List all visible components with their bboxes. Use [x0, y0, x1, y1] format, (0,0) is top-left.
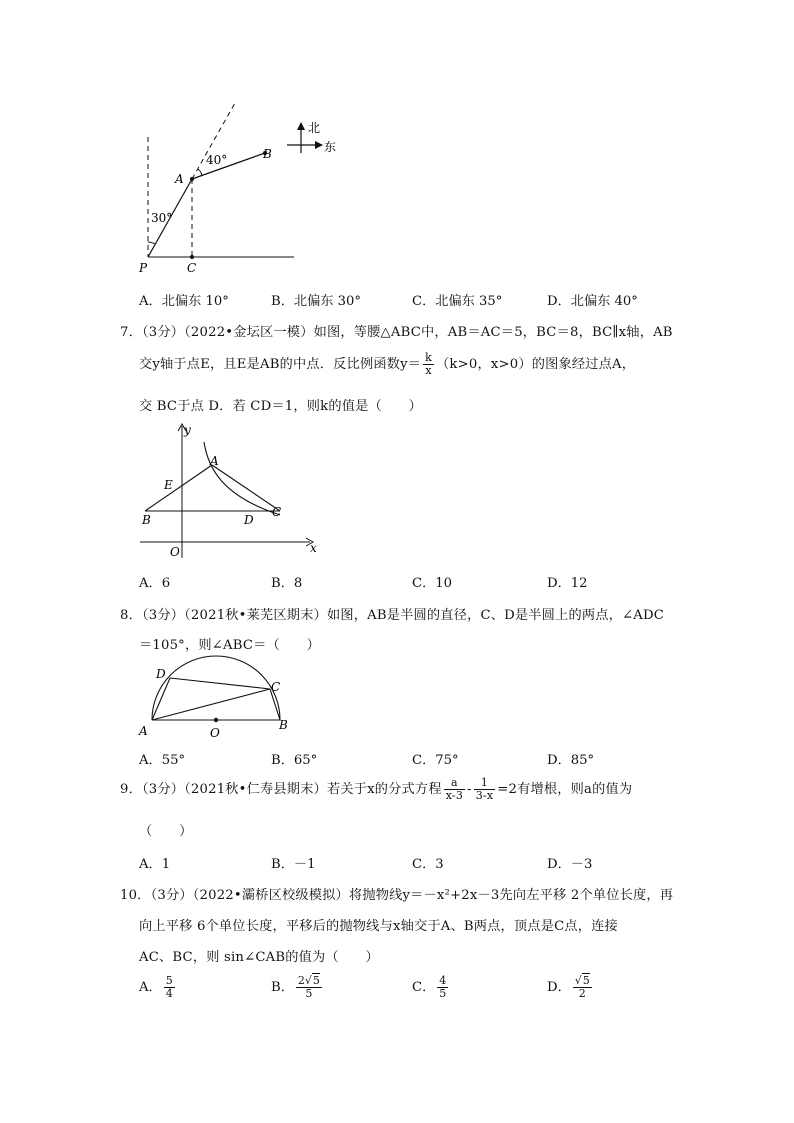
q6-option-b[interactable]: B．北偏东 30°: [271, 294, 362, 309]
q10-option-b[interactable]: B． $\frac{2√5}{5}$: [271, 974, 320, 1000]
point-C-label: C: [187, 261, 197, 275]
point-B-label: B: [142, 513, 151, 527]
q6-option-d[interactable]: D．北偏东 40°: [547, 294, 638, 309]
q10-option-c[interactable]: C． $\frac{4}{5}$: [412, 974, 447, 1000]
q8-option-c[interactable]: C．75°: [412, 753, 459, 768]
point-A-label: A: [175, 172, 184, 186]
q9-minus: -: [467, 782, 472, 797]
question-6-figure: [120, 95, 360, 280]
q7-stem-line2: [139, 352, 635, 377]
q10-stem-line1: 10．（3分）（2022•灞桥区校级模拟）将抛物线y＝－x²+2x－3先向左平移 2个单位长度，再: [120, 888, 674, 903]
q9-stem-line1: [120, 777, 632, 802]
axis-y-label: y: [184, 423, 191, 437]
q9-line1-a: 9．（3分）（2021秋•仁寿县期末）若关于x的分式方程: [120, 782, 442, 797]
point-E-label: E: [164, 478, 173, 492]
compass-north-label: 北: [308, 121, 321, 135]
angle-40-label: 40°: [206, 153, 228, 167]
compass-east-label: 东: [324, 140, 337, 154]
q10-stem-line2: 向上平移 6个单位长度，平移后的抛物线与x轴交于A、B两点，顶点是C点，连接: [139, 919, 618, 934]
point-C-label: C: [272, 505, 282, 519]
q7-line2-b: （k>0，x>0）的图象经过点A，: [436, 357, 636, 372]
point-A-label: A: [139, 724, 148, 738]
q7-option-b[interactable]: B．8: [271, 576, 303, 591]
q7-line2-a: 交y轴于点E，且E是AB的中点．反比例函数y＝: [139, 357, 422, 372]
q8-stem-line1: 8．（3分）（2021秋•莱芜区期末）如图，AB是半圆的直径，C、D是半圆上的两点，∠ADC: [120, 608, 665, 623]
q10-option-d[interactable]: D． $\frac{√5}{2}$: [547, 974, 590, 1000]
point-D-label: D: [156, 667, 166, 681]
q9-option-c[interactable]: C．3: [412, 857, 444, 872]
question-7-figure: [130, 418, 330, 563]
q9-option-d[interactable]: D．－3: [547, 857, 593, 872]
q10-stem-line3: AC、BC，则 sin∠CAB的值为（ ）: [139, 950, 379, 965]
q9-fraction-a: $\frac{a}{x-3}$: [445, 776, 464, 802]
q6-option-c[interactable]: C．北偏东 35°: [412, 294, 503, 309]
q8-option-d[interactable]: D．85°: [547, 753, 595, 768]
point-P-label: P: [139, 261, 148, 275]
q9-stem-line2: （ ）: [139, 824, 193, 839]
q7-stem-line1: 7．（3分）（2022•金坛区一模）如图，等腰△ABC中，AB＝AC＝5，BC＝8，BC∥x轴，AB: [120, 325, 673, 340]
angle-30-label: 30°: [151, 211, 173, 225]
q8-stem-line2: ＝105°，则∠ABC＝（ ）: [139, 638, 321, 653]
q7-option-d[interactable]: D．12: [547, 576, 588, 591]
q9-line1-b: =2有增根，则a的值为: [497, 782, 633, 797]
q8-option-b[interactable]: B．65°: [271, 753, 318, 768]
q9-option-a[interactable]: A．1: [139, 857, 171, 872]
point-B-label: B: [279, 718, 288, 732]
q7-option-a[interactable]: A．6: [139, 576, 171, 591]
point-D-label: D: [244, 513, 254, 527]
q6-option-a[interactable]: A．北偏东 10°: [139, 294, 229, 309]
point-B-label: B: [263, 147, 272, 161]
q7-fraction-k-over-x: $\frac{k}{x}$: [425, 351, 433, 377]
q7-option-c[interactable]: C．10: [412, 576, 453, 591]
q7-stem-line3: 交 BC于点 D．若 CD＝1，则k的值是（ ）: [139, 399, 423, 414]
question-8-figure: [136, 652, 296, 744]
q10-option-a[interactable]: A． $\frac{5}{4}$: [139, 974, 173, 1000]
q9-option-b[interactable]: B．－1: [271, 857, 316, 872]
point-C-label: C: [271, 680, 281, 694]
point-A-label: A: [210, 454, 219, 468]
q8-option-a[interactable]: A．55°: [139, 753, 186, 768]
origin-label: O: [170, 545, 180, 559]
point-O-label: O: [210, 726, 220, 740]
q9-fraction-b: $\frac{1}{3-x}$: [475, 776, 494, 802]
axis-x-label: x: [310, 541, 317, 555]
